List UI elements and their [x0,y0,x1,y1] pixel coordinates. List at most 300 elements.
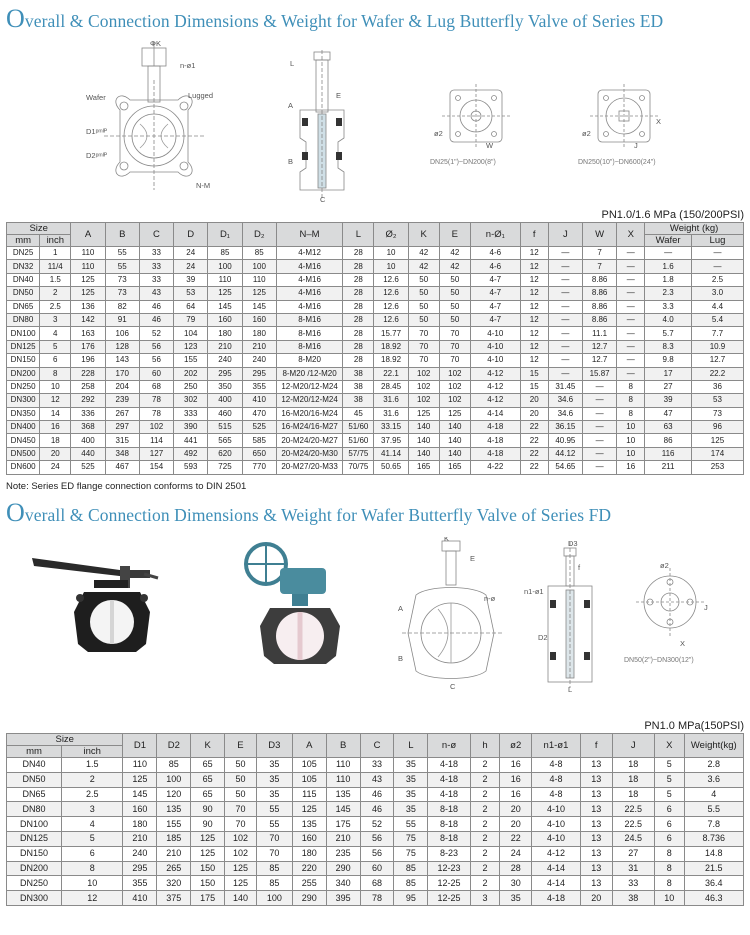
table-cell: 140 [408,434,439,447]
table-cell: 125 [191,831,225,846]
table-row [7,367,744,380]
table-cell: 4-10 [470,354,520,367]
table-cell: 35 [394,787,428,802]
table-cell: DN250 [7,380,40,393]
caption-dn250-dn600: DN250(10")~DN600(24") [578,159,656,166]
table-cell: 265 [157,861,191,876]
table-cell: DN40 [7,758,62,773]
table-cell: — [582,434,616,447]
header-col: f [520,223,548,247]
table-cell: 12 [520,247,548,260]
table-cell: 78 [360,891,394,906]
table-cell: 15.87 [582,367,616,380]
table-cell: 70 [439,354,470,367]
table-cell: 4-7 [470,287,520,300]
table-cell: — [617,287,645,300]
caption-dn25-dn200: DN25(1")~DN200(8") [430,159,496,166]
table-cell: 7.7 [691,327,743,340]
table-cell: 174 [691,447,743,460]
table-cell: 8-23 [428,846,470,861]
label-j: J [634,141,638,150]
table-cell: 8 [654,861,684,876]
table-row [7,461,744,474]
table-cell: 297 [105,421,139,434]
table-row [7,758,744,773]
table-cell: 12.7 [691,354,743,367]
table-cell: DN25 [7,247,40,260]
table-cell: 2.5 [40,300,71,313]
table-cell: 10 [617,434,645,447]
table-cell: 18.92 [374,340,408,353]
table-cell: 50 [225,758,257,773]
header-col: W [582,223,616,247]
table-cell: 13 [580,831,612,846]
table-cell: — [691,247,743,260]
table-cell: 4-18 [428,787,470,802]
table-cell: 20 [520,407,548,420]
table-cell: 3.6 [684,772,743,787]
table-cell: 42 [439,260,470,273]
table-cell: 22.5 [612,817,654,832]
table-cell: 85 [394,876,428,891]
table-cell: 7 [582,260,616,273]
table-cell: 240 [208,354,242,367]
table-cell: 65 [191,787,225,802]
table-cell: 125 [242,287,276,300]
fd-dimensions-table [6,733,744,906]
table-cell: 4-7 [470,273,520,286]
fd-section-view-drawing [524,540,604,695]
table-cell: 102 [408,380,439,393]
table-row [7,772,744,787]
table-row [7,287,744,300]
table-cell: 110 [208,273,242,286]
table-cell: 33 [360,758,394,773]
table-cell: 102 [139,421,173,434]
table-cell: 295 [208,367,242,380]
table-cell: 410 [242,394,276,407]
table-cell: 45 [343,407,374,420]
table-cell: 5 [654,772,684,787]
table-cell: 2 [470,787,500,802]
table-cell: 4-18 [470,447,520,460]
table-cell: 105 [292,758,326,773]
table-cell: 400 [71,434,105,447]
header-inch: inch [62,746,123,758]
table-cell: 20 [520,394,548,407]
header-col: D2 [157,734,191,758]
table-cell: 10 [40,380,71,393]
table-cell: 35 [256,772,292,787]
header-col: B [326,734,360,758]
table-cell: — [548,367,582,380]
table-cell: — [617,367,645,380]
table-cell: — [582,461,616,474]
table-cell: 110 [71,247,105,260]
table-cell: DN350 [7,407,40,420]
table-cell: 12.7 [582,340,616,353]
table-cell: 35 [256,787,292,802]
table-cell: 70 [408,327,439,340]
table-cell: 180 [292,846,326,861]
header-col: C [360,734,394,758]
table-cell: 24 [500,846,532,861]
table-cell: 9.8 [645,354,692,367]
table-cell: 18.92 [374,354,408,367]
table-cell: 96 [691,421,743,434]
header-col: E [439,223,470,247]
table-cell: 50 [408,313,439,326]
header-lug: Lug [691,235,743,247]
table-cell: 267 [105,407,139,420]
label-n-phi1: n-ø1 [180,61,196,70]
table-cell: 20 [40,447,71,460]
table-cell: 73 [105,287,139,300]
table-cell: 2 [470,758,500,773]
table-cell: 14 [40,407,71,420]
table-cell: 82 [105,300,139,313]
table-cell: 4-10 [470,327,520,340]
table-cell: 725 [208,461,242,474]
table-cell: 125 [225,876,257,891]
table-cell: DN125 [7,340,40,353]
label-a: A [288,101,294,110]
table-cell: 4-10 [532,802,581,817]
table-cell: 350 [208,380,242,393]
table-row [7,394,744,407]
table-cell: 8.86 [582,273,616,286]
table-cell: 5.5 [684,802,743,817]
header-col: K [408,223,439,247]
label-a: A [398,604,404,613]
table-cell: 95 [394,891,428,906]
table-cell: 36 [691,380,743,393]
table-cell: 102 [439,380,470,393]
table-row [7,846,744,861]
table-cell: 70 [256,831,292,846]
table-cell: DN65 [7,787,62,802]
table-cell: 35 [500,891,532,906]
table-cell: DN300 [7,394,40,407]
table-cell: 125 [123,772,157,787]
table-row [7,447,744,460]
table-cell: 210 [208,340,242,353]
table-cell: 31 [612,861,654,876]
table-cell: 3 [62,802,123,817]
header-col: A [71,223,105,247]
table-cell: 228 [71,367,105,380]
table-cell: — [617,327,645,340]
header-weight: Weight (kg) [645,223,744,235]
table-cell: 211 [645,461,692,474]
table-cell: 55 [256,802,292,817]
table-cell: 4-14 [532,861,581,876]
table-cell: DN40 [7,273,40,286]
table-cell: 515 [208,421,242,434]
table-cell: 585 [242,434,276,447]
table-cell: 12 [520,260,548,273]
table-cell: 20-M27/20-M33 [276,461,342,474]
table-cell: 24.5 [612,831,654,846]
table-cell: 150 [191,876,225,891]
table-cell: 55 [256,817,292,832]
ed-top-flange-small-drawing [428,84,524,170]
table-cell: 75 [394,846,428,861]
table-cell: 355 [123,876,157,891]
table-row [7,247,744,260]
table-cell: 100 [208,260,242,273]
label-e: E [470,554,476,563]
table-cell: 140 [439,447,470,460]
table-cell: 13 [580,802,612,817]
table-cell: 160 [208,313,242,326]
table-cell: 125 [191,846,225,861]
table-cell: 1.6 [645,260,692,273]
table-cell: 21.5 [684,861,743,876]
table-cell: 2 [470,861,500,876]
table-cell: 46 [360,802,394,817]
table-cell: — [582,447,616,460]
header-col: L [343,223,374,247]
table-cell: 68 [360,876,394,891]
table-cell: 2 [470,846,500,861]
table-cell: 46 [139,313,173,326]
table-cell: 125 [71,273,105,286]
table-cell: 33 [139,247,173,260]
table-cell: 78 [139,394,173,407]
table-cell: 8-M20 /12-M20 [276,367,342,380]
table-cell: 127 [139,447,173,460]
table-cell: 55 [105,247,139,260]
table-cell: 136 [71,300,105,313]
table-cell: 39 [174,273,208,286]
table-cell: 20 [500,817,532,832]
header-col: D₁ [208,223,242,247]
table-cell: 620 [208,447,242,460]
table-cell: 140 [439,421,470,434]
table-cell: 28 [343,354,374,367]
table-cell: 140 [408,421,439,434]
table-cell: 10 [62,876,123,891]
table-cell: 441 [174,434,208,447]
table-cell: 60 [360,861,394,876]
table-cell: 180 [123,817,157,832]
table-cell: 4-8 [532,772,581,787]
table-cell: 4-M16 [276,273,342,286]
table-row [7,891,744,906]
header-col: D₂ [242,223,276,247]
table-cell: 210 [123,831,157,846]
table-cell: 210 [326,831,360,846]
table-cell: 4-6 [470,260,520,273]
table-cell: 4-18 [532,891,581,906]
table-cell: — [582,407,616,420]
table-cell: 85 [157,758,191,773]
table-cell: 4-18 [470,421,520,434]
table-cell: 50 [439,300,470,313]
table-cell: 4.4 [691,300,743,313]
table-cell: 8-M16 [276,313,342,326]
table-cell: 53 [691,394,743,407]
table-cell: 4-14 [470,407,520,420]
table-cell: 3 [470,891,500,906]
header-mm: mm [7,746,62,758]
label-j: J [704,603,708,612]
table-cell: 10 [374,260,408,273]
table-cell: 240 [242,354,276,367]
table-cell: 140 [225,891,257,906]
table-cell: — [617,340,645,353]
table-cell: DN100 [7,817,62,832]
table-cell: 14.8 [684,846,743,861]
label-phi2-a: ø2 [434,129,443,138]
table-cell: 78 [139,407,173,420]
table-cell: 110 [71,260,105,273]
caption-dn50-dn300: DN50(2")~DN300(12") [624,657,694,664]
table-cell: 13 [580,787,612,802]
table-cell: 7 [582,247,616,260]
table-cell: 52 [139,327,173,340]
fd-lever-valve-image [24,548,174,658]
table-cell: 4-18 [428,772,470,787]
table-cell: 30 [500,876,532,891]
table-cell: 31.6 [374,394,408,407]
table-cell: 16 [617,461,645,474]
table-cell: 4-12 [470,367,520,380]
table-cell: 145 [208,300,242,313]
table-cell: 85 [256,876,292,891]
table-cell: 116 [645,447,692,460]
table-cell: 33 [612,876,654,891]
table-cell: 70 [439,327,470,340]
label-f: f [578,563,581,572]
table-cell: 110 [123,758,157,773]
table-cell: — [548,287,582,300]
table-cell: 47 [645,407,692,420]
label-c: C [450,682,456,691]
table-cell: 85 [208,247,242,260]
table-cell: 20 [580,891,612,906]
table-cell: 20-M24/20-M27 [276,434,342,447]
table-cell: 125 [439,407,470,420]
table-cell: 8-M20 [276,354,342,367]
table-cell: — [617,247,645,260]
table-cell: 40.95 [548,434,582,447]
table-cell: 140 [439,434,470,447]
header-col: n1-ø1 [532,734,581,758]
table-cell: 2 [470,817,500,832]
table-cell: 165 [439,461,470,474]
table-row [7,380,744,393]
header-size: Size [7,734,123,746]
table-cell: 70 [225,817,257,832]
table-cell: 39 [645,394,692,407]
table-cell: 295 [242,367,276,380]
table-cell: 36.15 [548,421,582,434]
table-cell: 8 [617,394,645,407]
table-cell: 8 [62,861,123,876]
table-cell: 46 [360,787,394,802]
table-cell: 57/75 [343,447,374,460]
table-cell: 8.86 [582,300,616,313]
table-cell: 163 [71,327,105,340]
table-cell: 110 [242,273,276,286]
table-cell: 31.45 [548,380,582,393]
table-cell: 22 [520,461,548,474]
table-cell: 64 [174,300,208,313]
table-cell: 13 [580,846,612,861]
table-cell: 160 [292,831,326,846]
ed-note: Note: Series ED flange connection conforms to DIN 2501 [6,481,247,492]
table-cell: — [548,273,582,286]
table-cell: 12 [520,313,548,326]
table-cell: 42 [408,260,439,273]
table-cell: 43 [139,287,173,300]
table-cell: — [582,421,616,434]
table-cell: 115 [292,787,326,802]
table-cell: 467 [105,461,139,474]
header-col: J [548,223,582,247]
table-cell: DN80 [7,802,62,817]
table-cell: 100 [242,260,276,273]
table-cell: 28 [343,247,374,260]
table-cell: 55 [105,260,139,273]
table-cell: 41.14 [374,447,408,460]
table-cell: 6 [62,846,123,861]
table-cell: 12.6 [374,287,408,300]
table-cell: 12.6 [374,300,408,313]
table-cell: 42 [439,247,470,260]
table-cell: 11.1 [582,327,616,340]
table-cell: 12 [40,394,71,407]
table-cell: 4 [684,787,743,802]
label-c: C [320,195,326,204]
table-cell: 140 [408,447,439,460]
table-cell: 255 [292,876,326,891]
header-col: Weight(kg) [684,734,743,758]
table-cell: 42 [408,247,439,260]
section2-title: Overall & Connection Dimensions & Weight for Wafer Butterfly Valve of Series FD [6,498,612,527]
table-cell: 28 [343,327,374,340]
header-col: D3 [256,734,292,758]
table-cell: 125 [71,287,105,300]
table-cell: 46 [139,300,173,313]
header-col: n-Ø₁ [470,223,520,247]
table-cell: 4 [62,817,123,832]
table-cell: 85 [256,861,292,876]
table-cell: — [617,260,645,273]
table-cell: DN65 [7,300,40,313]
table-cell: 135 [326,787,360,802]
table-cell: 150 [191,861,225,876]
label-x: X [680,639,686,648]
table-cell: 12.7 [582,354,616,367]
label-dk: ΦK [150,40,161,48]
table-row [7,260,744,273]
table-cell: 16 [500,758,532,773]
table-cell: 50 [408,273,439,286]
table-cell: DN100 [7,327,40,340]
table-cell: 31.6 [374,407,408,420]
table-cell: 12 [520,327,548,340]
table-cell: 12 [520,273,548,286]
header-col: D [174,223,208,247]
table-cell: 28 [343,340,374,353]
table-cell: 5.4 [691,313,743,326]
table-cell: 180 [242,327,276,340]
table-row [7,354,744,367]
table-cell: 410 [123,891,157,906]
